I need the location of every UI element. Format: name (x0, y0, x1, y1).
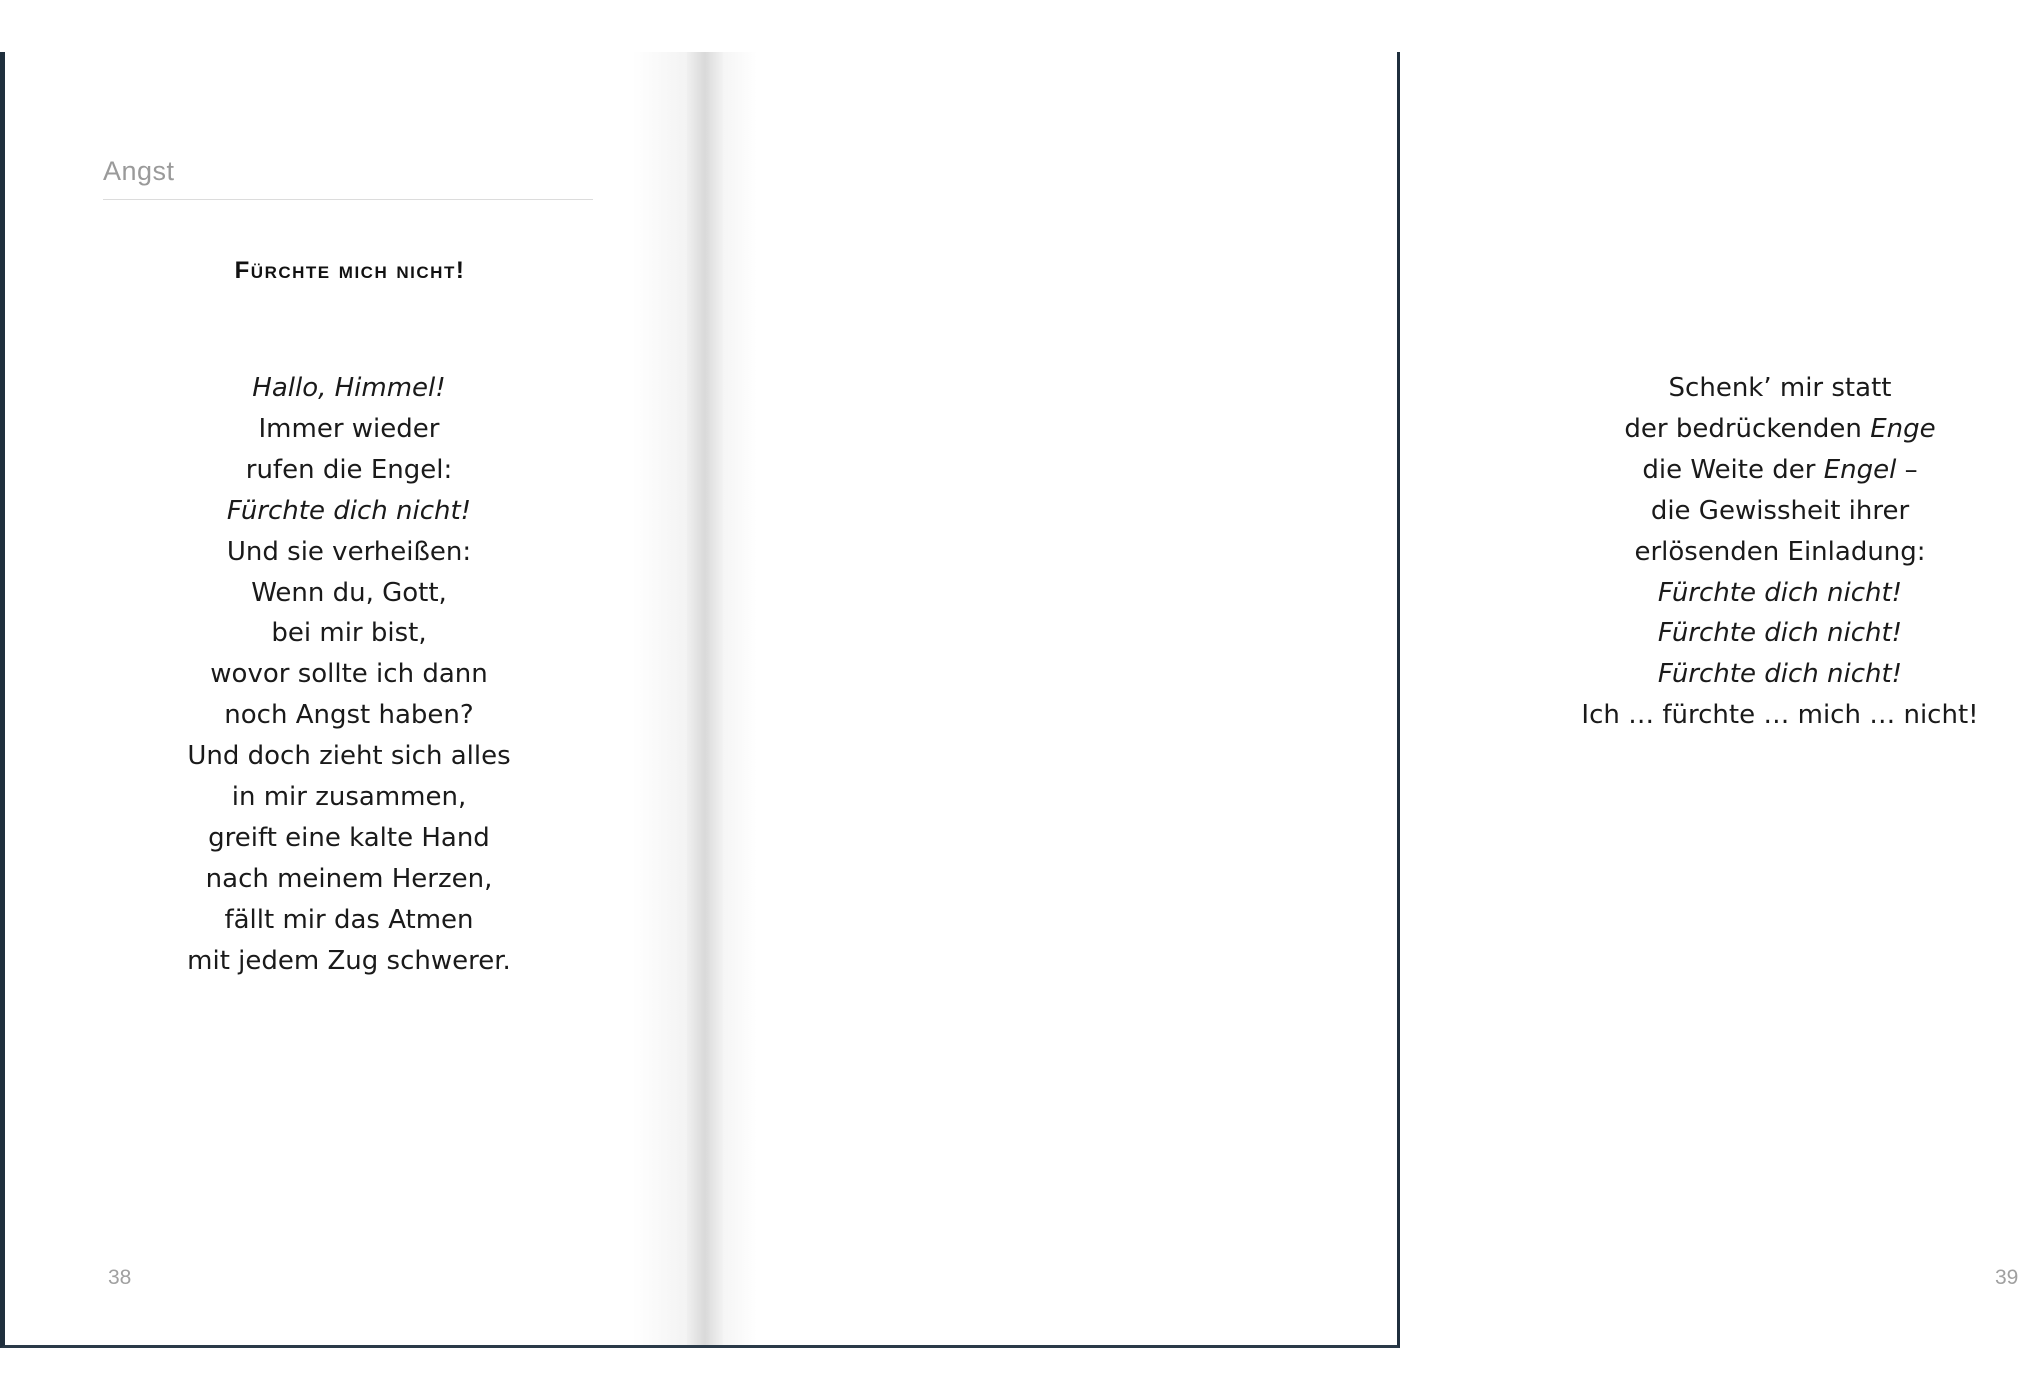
verse-line (1520, 695, 2040, 736)
verse-text: nach meinem Herzen, (205, 863, 493, 894)
book-gutter (687, 52, 723, 1345)
verse-line (1520, 654, 2040, 695)
verse-text: Und sie verheißen: (226, 536, 472, 567)
verse-text: wovor sollte ich dann (210, 659, 488, 690)
verse-text: die Gewissheit ihrer (1650, 495, 1910, 526)
page-number-right: 39 (1995, 1266, 2019, 1289)
verse-italic-text: Engel (1823, 454, 1897, 485)
verse-italic-text: Fürchte dich nicht! (1657, 659, 1903, 690)
verse-text: der bedrückenden (1624, 413, 1871, 444)
verse-italic-text: Enge (1870, 413, 1936, 444)
verse-line (1520, 491, 2040, 532)
left-verse (89, 368, 609, 982)
running-head: Angst (103, 156, 175, 186)
verse-line (89, 450, 609, 491)
verse-italic-text: Hallo, Himmel! (252, 373, 446, 403)
verse-line (89, 818, 609, 859)
verse-line (89, 695, 609, 736)
verse-line (89, 941, 609, 982)
right-verse (1520, 368, 2040, 736)
verse-text: in mir zusammen, (231, 782, 467, 813)
verse-italic-text: Fürchte dich nicht! (1657, 577, 1903, 608)
verse-text: erlösenden Einladung: (1634, 536, 1926, 567)
verse-line (89, 532, 609, 573)
verse-text: bei mir bist, (271, 618, 427, 649)
left-page (5, 52, 687, 1345)
verse-line (89, 409, 609, 450)
verse-line (89, 859, 609, 900)
verse-text: greift eine kalte Hand (208, 822, 490, 853)
verse-italic-text: Fürchte dich nicht! (226, 495, 472, 526)
running-head-rule (103, 199, 593, 200)
verse-line (89, 900, 609, 941)
verse-line (89, 573, 609, 614)
verse-line (1520, 573, 2040, 614)
verse-text: mit jedem Zug schwerer. (187, 945, 511, 976)
verse-line (89, 777, 609, 818)
verse-line (1520, 450, 2040, 491)
verse-text: fällt mir das Atmen (224, 904, 474, 935)
verse-text: noch Angst haben? (224, 700, 474, 731)
verse-line (89, 613, 609, 654)
verse-line (1520, 409, 2040, 450)
verse-italic-text: Fürchte dich nicht! (1657, 618, 1903, 649)
verse-text: Ich … fürchte … mich … nicht! (1581, 700, 1979, 731)
verse-line (89, 491, 609, 532)
verse-text: die Weite der (1642, 454, 1824, 485)
verse-line (89, 736, 609, 777)
open-book (0, 52, 2019, 1348)
verse-text: rufen die Engel: (245, 454, 453, 485)
verse-text: Und doch zieht sich alles (187, 741, 511, 772)
verse-text: Schenk’ mir statt (1668, 373, 1892, 403)
right-page (723, 52, 2019, 1345)
verse-text: Wenn du, Gott, (251, 577, 447, 608)
verse-text: Immer wieder (258, 413, 440, 444)
verse-line (1520, 368, 2040, 409)
verse-text: – (1896, 454, 1918, 485)
page-number-left: 38 (108, 1266, 132, 1289)
verse-line (1520, 532, 2040, 573)
verse-line (89, 368, 609, 409)
verse-line (89, 654, 609, 695)
verse-line (1520, 613, 2040, 654)
poem-title: Fürchte mich nicht! (234, 257, 466, 284)
